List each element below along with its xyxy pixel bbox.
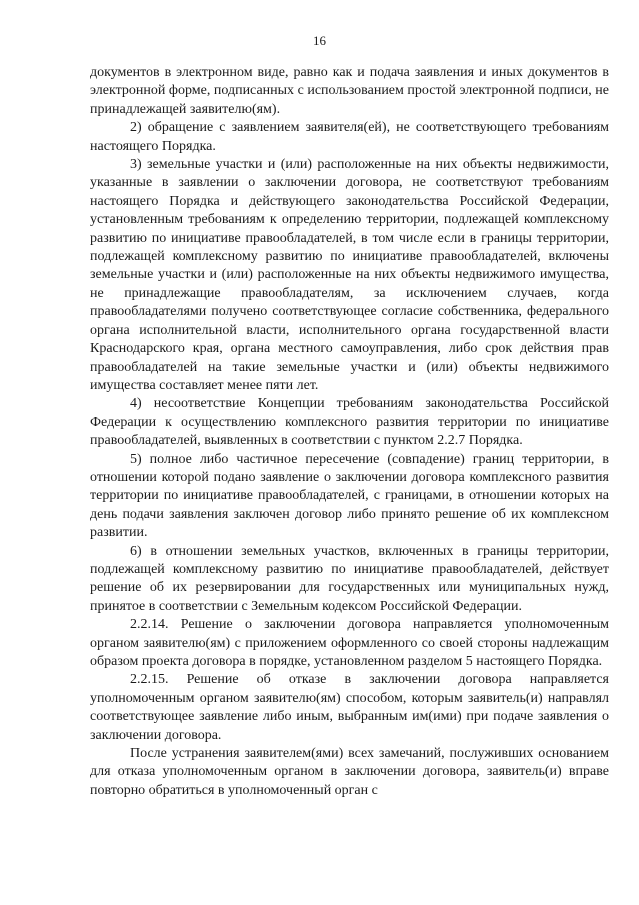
paragraph: 3) земельные участки и (или) расположенные на них объекты недвижимости, указанные в заявлении о заключении договора, не соответствуют требованиям настоящего Порядка и действующего законодательства Российской Федерации, установленным требованиям к определению территории, подлежащей комплексному развитию по инициативе правообладателей, в том числе если в границы территории, подлежащей комплексному развитию по инициативе правообладателей, включены земельные участки и (или) расположенные на них объекты недвижимого имущества, не принадлежащие правообладателям, за исключением случаев, когда правообладателями получено соответствующее согласие собственника, федерального органа исполнительной власти, исполнительного органа государственной власти Краснодарского края, органа местного самоуправления, либо срок действия прав правообладателей на такие земельные участки и (или) объекты недвижимого имущества составляет менее пяти лет. xyxy=(90,157,609,393)
paragraph: 4) несоответствие Концепции требованиям законодательства Российской Федерации к осуществлению комплексного развития территории по инициативе правообладателей, выявленных в соответствии с пунктом 2.2.7 Порядка. xyxy=(90,396,609,449)
document-body xyxy=(90,64,609,800)
paragraph: 2) обращение с заявлением заявителя(ей), не соответствующего требованиям настоящего Порядка. xyxy=(90,120,609,154)
page-number: 16 xyxy=(313,33,326,48)
paragraph: 2.2.14. Решение о заключении договора направляется уполномоченным органом заявителю(ям) с приложением оформленного со своей стороны надлежащим образом проекта договора в порядке, установленном разделом 5 настоящего Порядка. xyxy=(90,617,609,669)
paragraph: документов в электронном виде, равно как и подача заявления и иных документов в электронной форме, подписанных с использованием простой электронной подписи, не принадлежащей заявителю(ям). xyxy=(90,65,609,117)
paragraph: 5) полное либо частичное пересечение (совпадение) границ территории, в отношении которой подано заявление о заключении договора комплексного развития территории по инициативе правообладателей, с границами, в отношении которых на день подачи заявления заключен договор либо принято решение об их комплексном развитии. xyxy=(90,451,609,541)
paragraph: 6) в отношении земельных участков, включенных в границы территории, подлежащей комплексному развитию по инициативе правообладателей, действует решение об их резервировании для государственных или муниципальных нужд, принятое в соответствии с Земельным кодексом Российской Федерации. xyxy=(90,543,609,614)
paragraph: 2.2.15. Решение об отказе в заключении договора направляется уполномоченным органом заявителю(ям) способом, которым заявитель(и) направлял соответствующее заявление либо иным, выбранным им(ими) при подаче заявления о заключении договора. xyxy=(90,672,609,743)
paragraph: После устранения заявителем(ями) всех замечаний, послуживших основанием для отказа уполномоченным органом в заключении договора, заявитель(и) вправе повторно обратиться в уполномоченный орган с xyxy=(90,746,609,798)
